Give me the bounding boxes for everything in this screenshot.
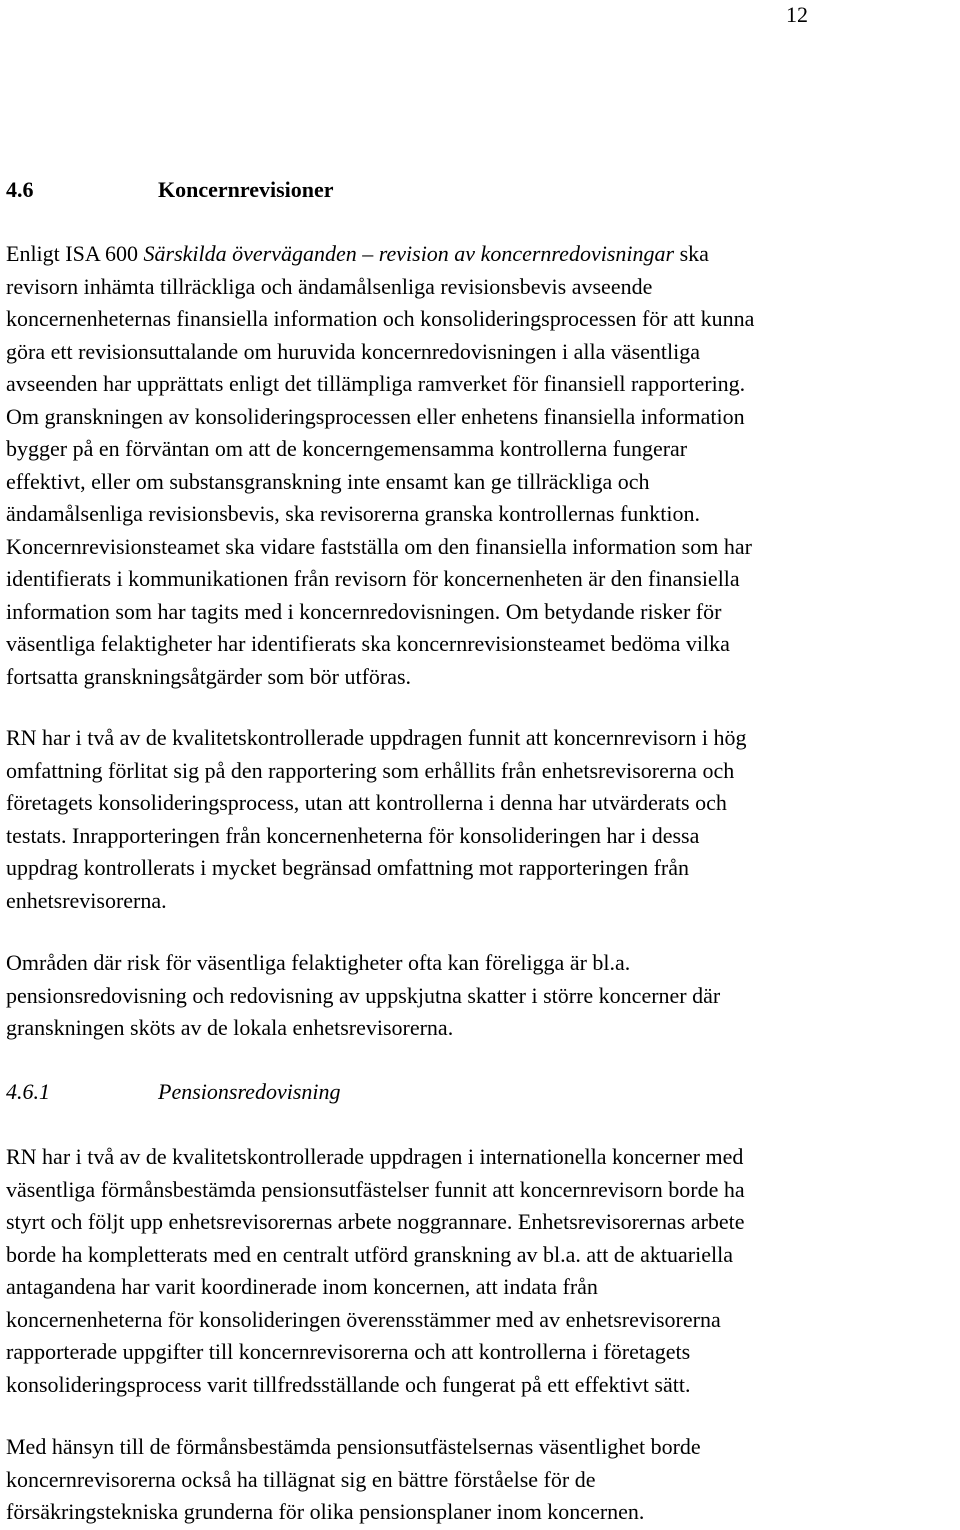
paragraph-line: försäkringstekniska grunderna för olika pensionsplaner inom koncernen. [6,1499,645,1524]
standard-title: Särskilda överväganden – revision av koncernredovisningar [143,241,675,266]
paragraph-line: rapporterade uppgifter till koncernrevisorerna och att kontrollerna i företagets [6,1339,691,1364]
paragraph-line: effektivt, eller om substansgranskning inte ensamt kan ge tillräckliga och [6,468,650,494]
paragraph-line: information som har tagits med i koncernredovisningen. Om betydande risker för [6,598,722,624]
paragraph-risk-areas [6,947,956,1045]
paragraph-line: bygger på en förväntan om att de koncerngemensamma kontrollerna fungerar [6,436,688,461]
paragraph-line: koncernrevisorerna också ha tillägnat sig en bättre förståelse för de [6,1466,596,1492]
paragraph-line: göra ett revisionsuttalande om huruvida koncernredovisningen i alla väsentliga [6,338,701,364]
paragraph-line: ändamålsenliga revisionsbevis, ska revisorerna granska kontrollernas funktion. [6,501,701,526]
paragraph-isa600 [6,238,956,693]
paragraph-line: företagets konsolideringsprocess, utan att kontrollerna i denna har utvärderats och [6,790,727,815]
paragraph-line: fortsatta granskningsåtgärder som bör utföras. [6,663,412,689]
section-heading [6,175,334,205]
paragraph-line: Områden där risk för väsentliga felaktigheter ofta kan föreligga är bl.a. [6,950,631,975]
paragraph-line: testats. Inrapporteringen från koncernenheterna för konsolideringen har i dessa [6,822,700,848]
paragraph-line: Koncernrevisionsteamet ska vidare fastställa om den finansiella information som har [6,533,752,559]
paragraph-pension-understanding [6,1431,956,1529]
paragraph-line: Med hänsyn till de förmånsbestämda pensionsutfästelsernas väsentlighet borde [6,1434,701,1459]
paragraph-line: Om granskningen av konsolideringsprocessen eller enhetens finansiella information [6,403,745,429]
paragraph-line: koncernenheterna för konsolideringen överensstämmer med av enhetsrevisorerna [6,1306,721,1332]
subsection-title: Pensionsredovisning [158,1079,341,1104]
text-run: Enligt ISA 600 [6,241,144,266]
subsection-number: 4.6.1 [6,1079,50,1104]
paragraph-line: identifierats i kommunikationen från revisorn för koncernenheten är den finansiella [6,566,740,591]
page-number: 12 [786,2,808,27]
paragraph-line: väsentliga felaktigheter har identifierats ska koncernrevisionsteamet bedöma vilka [6,631,730,656]
paragraph-line: koncernenheternas finansiella information och konsolideringsprocessen för att kunna [6,306,755,331]
subsection-heading [6,1077,341,1107]
paragraph-line: RN har i två av de kvalitetskontrollerade uppdragen funnit att koncernrevisorn i hög [6,725,747,750]
paragraph-findings [6,722,956,917]
paragraph-line: omfattning förlitat sig på den rapportering som erhållits från enhetsrevisorerna och [6,757,735,783]
paragraph-line: borde ha kompletterats med en centralt utförd granskning av bl.a. att de aktuariella [6,1241,733,1267]
section-number: 4.6 [6,177,34,202]
paragraph-line: antagandena har varit koordinerade inom koncernen, att indata från [6,1274,598,1299]
paragraph-line: granskningen sköts av de lokala enhetsrevisorerna. [6,1015,454,1040]
text-run: ska [674,241,709,266]
paragraph-line: konsolideringsprocess varit tillfredsställande och fungerat på ett effektivt sätt. [6,1371,691,1397]
paragraph-pension-findings [6,1141,956,1401]
paragraph-line: pensionsredovisning och redovisning av uppskjutna skatter i större koncerner där [6,982,721,1008]
paragraph-line: revisorn inhämta tillräckliga och ändamålsenliga revisionsbevis avseende [6,273,653,299]
paragraph-line: avseenden har upprättats enligt det tillämpliga ramverket för finansiell rapportering. [6,371,746,396]
paragraph-line: uppdrag kontrollerats i mycket begränsad omfattning mot rapporteringen från [6,855,690,880]
paragraph-line: enhetsrevisorerna. [6,887,167,913]
paragraph-line: väsentliga förmånsbestämda pensionsutfästelser funnit att koncernrevisorn borde ha [6,1176,745,1202]
section-title: Koncernrevisioner [158,177,334,202]
paragraph-line: styrt och följt upp enhetsrevisorernas arbete noggrannare. Enhetsrevisorernas arbete [6,1209,745,1234]
paragraph-line [6,238,956,271]
paragraph-line: RN har i två av de kvalitetskontrollerade uppdragen i internationella koncerner med [6,1144,744,1169]
